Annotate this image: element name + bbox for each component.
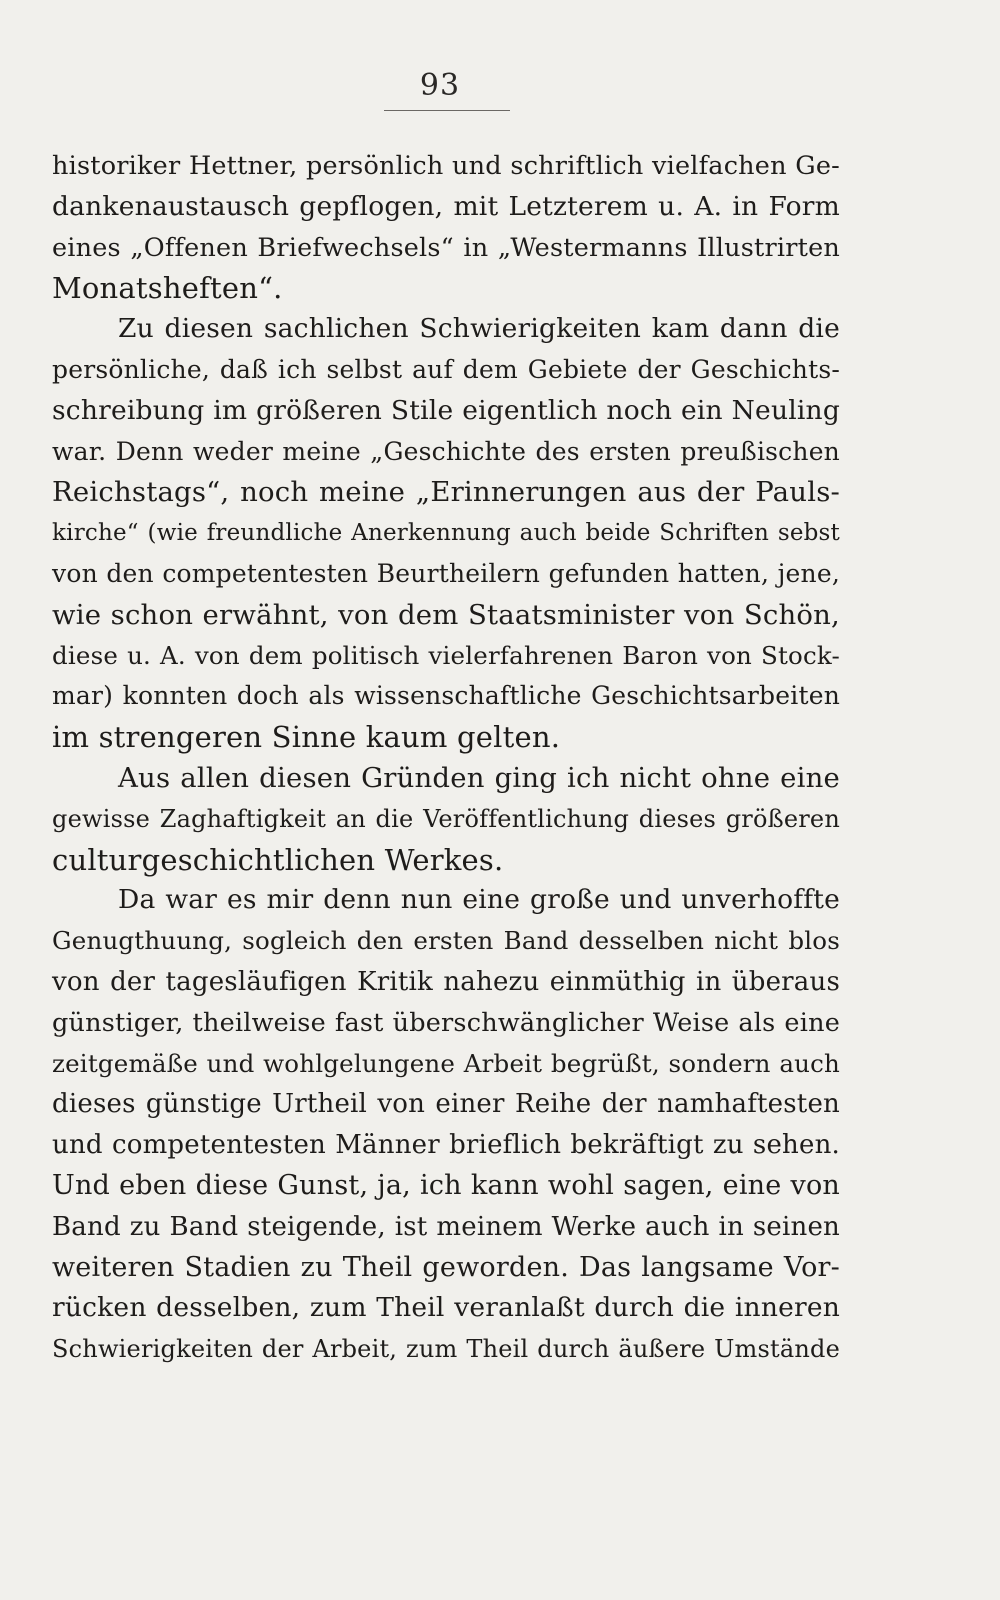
text-line: Schwierigkeiten der Arbeit, zum Theil durch äußere Umstände [52, 1335, 840, 1364]
text-line: von den competentesten Beurtheilern gefunden hatten, jene, [52, 558, 840, 588]
text-line: eines „Offenen Briefwechsels“ in „Westermanns Illustrirten [52, 232, 840, 263]
text-line: im strengeren Sinne kaum gelten. [52, 720, 561, 755]
text-line: Und eben diese Gunst, ja, ich kann wohl sagen, eine von [52, 1169, 840, 1201]
paragraph-start-line: Zu diesen sachlichen Schwierigkeiten kam dann die [118, 313, 840, 345]
text-line: schreibung im größeren Stile eigentlich noch ein Neuling [52, 394, 840, 426]
text-line: historiker Hettner, persönlich und schriftlich vielfachen Ge- [52, 151, 840, 181]
text-line: war. Denn weder meine „Geschichte des ersten preußischen [52, 436, 840, 466]
paragraph-start-line: Da war es mir denn nun eine große und unverhoffte [118, 884, 840, 916]
text-line: dieses günstige Urtheil von einer Reihe der namhaftesten [52, 1089, 840, 1120]
text-line: persönliche, daß ich selbst auf dem Gebiete der Geschichts- [52, 354, 840, 384]
text-line: Band zu Band steigende, ist meinem Werke auch in seinen [52, 1211, 840, 1242]
text-line: zeitgemäße und wohlgelungene Arbeit begrüßt, sondern auch [52, 1048, 840, 1078]
paragraph-start-line: Aus allen diesen Gründen ging ich nicht ohne eine [118, 761, 840, 794]
text-line: und competentesten Männer brieflich bekräftigt zu sehen. [52, 1130, 840, 1161]
text-line: culturgeschichtlichen Werkes. [52, 842, 504, 877]
text-line: günstiger, theilweise fast überschwänglicher Weise als eine [52, 1007, 840, 1038]
text-line: gewisse Zaghaftigkeit an die Veröffentlichung dieses größeren [52, 804, 840, 833]
text-line: rücken desselben, zum Theil veranlaßt durch die inneren [52, 1292, 840, 1324]
body-text [52, 146, 840, 1370]
text-line: von der tagesläufigen Kritik nahezu einmüthig in überaus [52, 966, 840, 997]
page-number: 93 [419, 68, 461, 103]
text-line: mar) konnten doch als wissenschaftliche Geschichtsarbeiten [52, 681, 840, 711]
header-rule [384, 110, 510, 111]
text-line: weiteren Stadien zu Theil geworden. Das langsame Vor- [52, 1251, 840, 1283]
text-line: Reichstags“, noch meine „Erinnerungen aus der Pauls- [52, 476, 840, 509]
text-line: Genugthuung, sogleich den ersten Band desselben nicht blos [52, 926, 840, 956]
text-line: Monatsheften“. [52, 271, 283, 306]
text-line: wie schon erwähnt, von dem Staatsminister von Schön, [52, 598, 840, 631]
text-line: diese u. A. von dem politisch vielerfahrenen Baron von Stock- [52, 640, 840, 670]
text-line: dankenaustausch gepflogen, mit Letzterem u. A. in Form [52, 190, 840, 222]
text-line: kirche“ (wie freundliche Anerkennung auch beide Schriften sebst [52, 520, 840, 547]
